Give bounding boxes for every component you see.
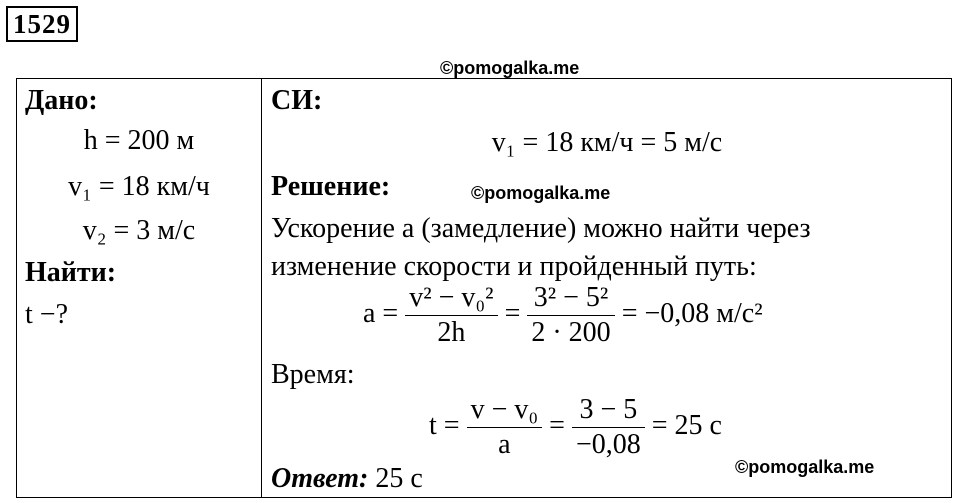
- time-fraction-symbolic: [467, 393, 543, 462]
- solution-table: [16, 78, 952, 498]
- answer-line: [271, 463, 423, 495]
- watermark-middle: ©pomogalka.me: [471, 183, 611, 203]
- find-value: t −?: [25, 299, 68, 330]
- accel-f1-denominator: 2h: [437, 317, 466, 348]
- find-title: Найти:: [25, 257, 117, 288]
- time-formula: [429, 393, 722, 462]
- solution-text-line2: изменение скорости и пройденный путь:: [271, 251, 757, 282]
- column-divider: [261, 79, 262, 497]
- accel-f1-numerator: v² − v₀²: [405, 281, 497, 316]
- answer-label: Ответ:: [271, 463, 369, 494]
- accel-result: = −0,08 м/с²: [621, 297, 763, 329]
- solution-text-line1: Ускорение a (замедление) можно найти через: [271, 213, 811, 244]
- given-title: Дано:: [25, 85, 98, 116]
- accel-f2-numerator: 3² − 5²: [527, 281, 614, 316]
- accel-f2-denominator: 2 · 200: [531, 317, 611, 348]
- time-f1-numerator: v − v₀: [467, 393, 543, 428]
- answer-value: 25 с: [375, 463, 423, 494]
- accel-fraction-symbolic: [405, 281, 497, 350]
- time-f1-denominator: a: [498, 429, 511, 460]
- accel-eq1: =: [504, 297, 521, 329]
- watermark-bottom: ©pomogalka.me: [735, 457, 875, 477]
- time-fraction-numeric: [572, 393, 645, 462]
- time-result: = 25 с: [651, 409, 722, 441]
- acceleration-formula: [363, 281, 763, 350]
- time-f2-denominator: −0,08: [575, 429, 641, 460]
- accel-lhs: a =: [363, 297, 399, 329]
- given-height: h = 200 м: [83, 125, 195, 156]
- given-column: [17, 79, 261, 497]
- given-v2: v₂ = 3 м/с: [82, 215, 196, 246]
- time-lhs: t =: [429, 409, 460, 441]
- solution-column: [263, 79, 951, 497]
- time-f2-numerator: 3 − 5: [572, 393, 645, 428]
- solution-title: Решение:: [271, 171, 391, 202]
- si-title: СИ:: [271, 85, 323, 116]
- time-eq1: =: [549, 409, 565, 441]
- watermark-top: ©pomogalka.me: [440, 58, 580, 78]
- accel-fraction-numeric: [527, 281, 614, 350]
- given-v1: v₁ = 18 км/ч: [68, 171, 210, 202]
- problem-number: 1529: [6, 6, 78, 42]
- si-conversion: v₁ = 18 км/ч = 5 м/с: [491, 127, 723, 158]
- time-label: Время:: [271, 359, 355, 390]
